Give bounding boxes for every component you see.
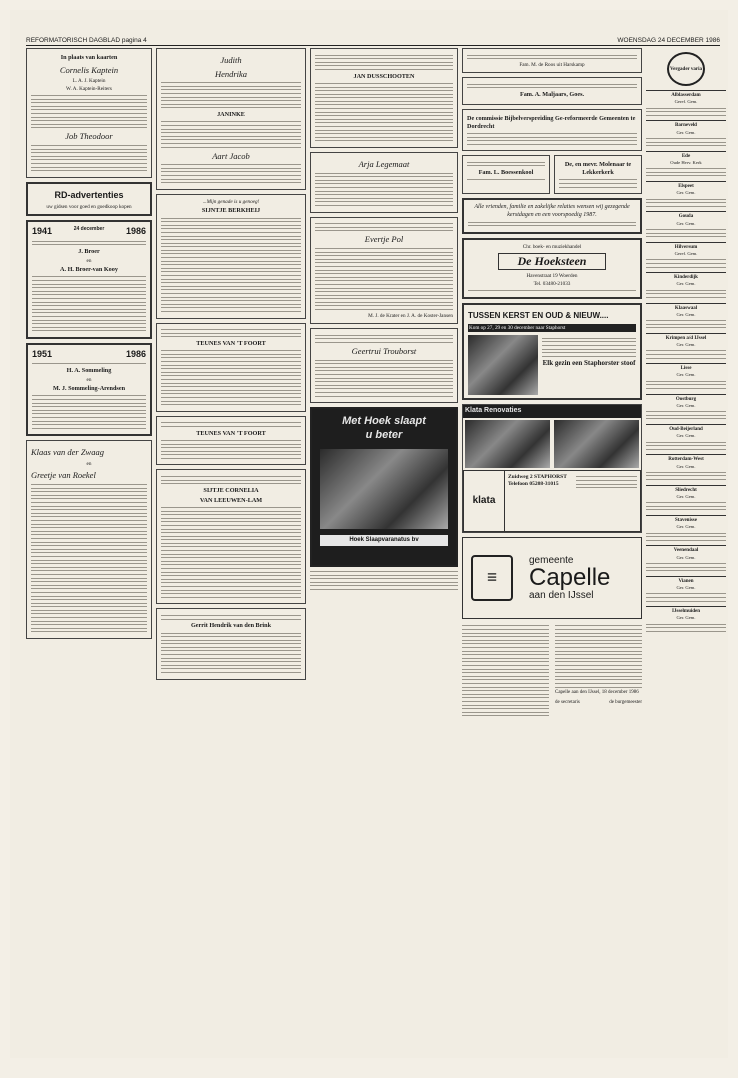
church-entry — [646, 272, 726, 302]
text-block — [646, 502, 726, 510]
hoek-ad-image — [312, 409, 456, 565]
capelle-name — [529, 555, 610, 601]
church-info: Ger. Gem. — [676, 585, 696, 590]
column-1 — [26, 48, 152, 1046]
text-block — [467, 179, 545, 180]
church-entry — [646, 545, 726, 575]
church-entry — [646, 454, 726, 484]
church-name: Alblasserdam — [671, 93, 701, 98]
text-block — [467, 84, 637, 89]
hoek-company: Hoek Slaapvaranatus bv — [320, 535, 448, 547]
text-block — [32, 363, 146, 364]
klata-title: Klata Renovaties — [463, 405, 641, 418]
shop-name: De Hoeksteen — [498, 253, 606, 270]
church-info: Oude Herv. Kerk — [670, 159, 702, 165]
notice-date: Capelle aan den IJssel, 18 december 1986 — [555, 690, 639, 696]
hoek-slaapt-ad — [310, 407, 458, 567]
text-block — [315, 83, 453, 142]
deceased-name: VAN LEEUWEN-LAM — [199, 496, 263, 504]
capelle-notice — [462, 623, 642, 719]
spouse-name: H. A. Sommeling — [66, 366, 112, 374]
child-name: JANINKE — [217, 111, 245, 118]
conjunction: en — [86, 257, 92, 264]
text-block — [576, 476, 638, 488]
church-entry — [646, 151, 726, 181]
child-name: Cornelis Kaptein — [59, 64, 119, 75]
stoof-slogan: Elk gezin een Staphorster stoof — [542, 359, 636, 368]
obituary-trouborst — [310, 328, 458, 403]
text-block — [468, 290, 636, 291]
church-name: Rotterdam-West — [668, 457, 704, 463]
text-block — [315, 335, 453, 343]
church-info: Ger. Gem. — [676, 433, 696, 439]
family-announcement-kaptein — [26, 48, 152, 178]
commissie-bijbelverspreiding — [462, 109, 642, 151]
church-entry — [646, 424, 726, 454]
church-name: Krimpen a/d IJssel — [665, 335, 707, 341]
anniversary-years — [32, 349, 146, 360]
klata-address — [505, 471, 573, 531]
church-entry — [646, 515, 726, 545]
church-info: Ger. Gem. — [676, 311, 696, 317]
church-name: Klaaswaal — [674, 305, 698, 311]
ad-heading: In plaats van kaarten — [60, 54, 118, 61]
text-block — [467, 162, 545, 167]
greeting-molenaar — [554, 155, 642, 194]
text-block — [310, 571, 458, 590]
capelle-logo-icon: ≡ — [471, 555, 513, 601]
child-name: Job Theodoor — [65, 131, 113, 142]
church-entry — [646, 485, 726, 515]
shop-type: Chr. boek- en muziekhandel — [522, 243, 582, 250]
ad-subtitle: Kom op 27, 29 en 30 december naar Staphorst — [468, 324, 636, 333]
staphorst-stoof-ad — [462, 303, 642, 401]
text-block — [468, 222, 636, 227]
text-block — [467, 55, 637, 60]
church-info: Ger. Gem. — [676, 402, 696, 408]
church-name: Kinderdijk — [674, 275, 698, 281]
obituary-van-leeuwen — [156, 469, 306, 604]
birth-announcement — [156, 48, 306, 190]
stoof-photo — [468, 335, 538, 395]
church-entry — [646, 181, 726, 211]
text-block — [315, 173, 453, 206]
stoof-content — [468, 335, 636, 395]
church-name: Ede — [681, 153, 691, 159]
shop-phone: Tel. 03480-21033 — [533, 280, 571, 287]
parent-name: L. A. J. Kaptein — [72, 78, 106, 85]
shop-address: Havenstraat 19 Woerden — [526, 273, 578, 280]
newspaper-page — [10, 10, 728, 1058]
klata-notes — [573, 471, 641, 531]
text-block — [161, 164, 301, 183]
church-entry — [646, 242, 726, 272]
text-block — [646, 138, 726, 146]
text-block — [161, 82, 301, 108]
year-right: 1986 — [125, 226, 146, 237]
hoek-slogan: Met Hoek slaapt — [342, 415, 426, 428]
capelle-title: Capelle — [529, 563, 611, 591]
text-block — [315, 55, 453, 70]
klata-logo: klata — [464, 471, 505, 531]
after-photo — [554, 420, 639, 468]
greeting-de-roos — [462, 48, 642, 73]
column-4 — [462, 48, 642, 1046]
deceased-name: SIJNTJE BERKHEIJ — [201, 207, 261, 215]
church-entry — [646, 363, 726, 393]
text-block — [315, 360, 453, 397]
text-block — [555, 625, 642, 687]
capelle-gemeente: gemeente — [529, 554, 574, 566]
text-block — [646, 624, 726, 632]
column-3 — [310, 48, 458, 1046]
year-right: 1986 — [125, 348, 146, 359]
promo-title: RD-advertenties — [54, 189, 124, 200]
ad-heading: De commissie Bijbelverspreiding Ge-reformeerde Gemeenten te Dordrecht — [467, 114, 636, 130]
obituary-berkheij — [156, 194, 306, 319]
church-entry — [646, 303, 726, 333]
signature: Fam. A. Maljaars, Goes. — [519, 91, 585, 99]
text-block — [646, 108, 726, 116]
church-info: Ger. Gem. — [676, 342, 696, 348]
signature: Fam. L. Boessenkool — [478, 169, 534, 177]
klata-photos — [463, 418, 641, 470]
deceased-name: SIJTJE CORNELIA — [203, 486, 259, 494]
church-info: Ger. Gem. — [676, 190, 696, 196]
text-block — [161, 329, 301, 337]
secretary-label: de secretaris — [555, 699, 580, 705]
text-block — [31, 95, 147, 128]
church-info: Ger. Gem. — [676, 281, 696, 287]
text-block — [542, 338, 636, 357]
deceased-name: Evertje Pol — [364, 234, 404, 245]
bride-name: Greetje van Roekel — [31, 470, 96, 481]
quote: ...Mijn genade is u genoeg! — [202, 198, 260, 205]
text-block — [161, 121, 301, 147]
anniversary-sommeling — [26, 343, 152, 436]
church-info: Ger. Gem. — [676, 220, 696, 226]
masthead-right: WOENSDAG 24 DECEMBER 1986 — [617, 37, 720, 44]
church-info: Ger. Gem. — [676, 463, 696, 469]
church-info: Ger. Gem. — [676, 524, 696, 530]
church-info: Ger. Gem. — [676, 615, 696, 621]
text-block — [646, 229, 726, 237]
text-block — [161, 350, 301, 405]
parent-name: W. A. Kaptein-Reiters — [66, 85, 112, 92]
promo-subtitle: uw gidsen voor goed en goedkoop kopen — [46, 203, 132, 210]
church-info: Ger. Gem. — [676, 493, 696, 499]
spouse-name: M. J. Sommeling-Arendsen — [52, 385, 126, 393]
text-block — [161, 476, 301, 484]
text-block — [646, 290, 726, 298]
ad-title: TUSSEN KERST EN OUD & NIEUW.... — [468, 310, 609, 320]
notice-left — [462, 623, 549, 719]
obituary-legemaat — [310, 152, 458, 213]
text-block — [161, 633, 301, 674]
deceased-name: TEUNES VAN 'T FOORT — [196, 339, 266, 347]
mayor-label: de burgemeester — [609, 699, 642, 705]
text-block — [161, 218, 301, 312]
deceased-name: Gerrit Hendrik van den Brink — [190, 622, 272, 630]
text-block — [646, 533, 726, 541]
signature: M. J. de Krater en J. A. de Koster-Jansen — [368, 312, 453, 319]
obituary-vant-foort-2 — [156, 416, 306, 466]
year-left: 1951 — [32, 348, 53, 359]
church-entry — [646, 606, 726, 636]
signature: De, en mevr. Molenaar te Lekkerkerk — [564, 161, 632, 177]
church-name: Lisse — [680, 366, 692, 372]
vergader-varia-header — [646, 48, 726, 90]
text-block — [315, 223, 453, 231]
text-block — [646, 381, 726, 389]
church-entry — [646, 576, 726, 606]
text-block — [32, 395, 146, 428]
vergader-varia-logo-icon — [667, 52, 705, 86]
church-entry — [646, 211, 726, 241]
row-greetings — [462, 155, 642, 198]
obituary-dusschooten — [310, 48, 458, 148]
bed-photo — [320, 449, 448, 529]
church-name: Oud-Beijerland — [669, 426, 703, 432]
text-block — [646, 472, 726, 480]
conjunction: en — [86, 376, 92, 383]
text-block — [161, 615, 301, 620]
church-service-list — [646, 90, 726, 636]
greeting-maljaars — [462, 77, 642, 105]
text-block — [646, 320, 726, 328]
conjunction: en — [86, 460, 92, 467]
text-block — [646, 563, 726, 571]
text-block — [161, 507, 301, 598]
row-maljaars — [462, 77, 642, 109]
text-block — [462, 625, 549, 716]
church-entry — [646, 394, 726, 424]
church-name: Stavenisse — [675, 518, 697, 524]
text-block — [646, 168, 726, 176]
greeting-text: Alle vrienden, familie en zakelijke relaties wensen wij gezegende kerstdagen en een voorspoedig 1987. — [474, 204, 630, 218]
text-block — [646, 411, 726, 419]
church-name: Oostburg — [675, 396, 697, 402]
church-entry — [646, 90, 726, 120]
klata-street: Zuidweg 2 STAPHORST — [508, 473, 567, 480]
text-block — [646, 442, 726, 450]
text-block — [31, 145, 147, 171]
column-2 — [156, 48, 306, 1046]
klata-contact — [463, 470, 641, 532]
text-block — [467, 133, 637, 145]
text-block — [646, 259, 726, 267]
spouse-name: A. H. Broer-van Kooy — [60, 266, 118, 274]
masthead — [26, 34, 720, 46]
column-5 — [646, 48, 726, 1046]
text-block — [646, 350, 726, 358]
child-name: Hendrika — [214, 68, 248, 79]
text-block — [161, 440, 301, 459]
signature: Fam. M. de Roos uit Harskamp — [519, 61, 585, 68]
church-name: IJsselmuiden — [671, 609, 701, 615]
church-name: Elspeet — [678, 184, 694, 190]
klata-phone: Telefoon 05208-31015 — [508, 480, 559, 487]
church-name: Hilversum — [674, 244, 698, 250]
klata-renovaties-ad — [462, 404, 642, 533]
de-hoeksteen-ad — [462, 238, 642, 299]
church-entry — [646, 333, 726, 363]
wedding-announcement — [26, 440, 152, 639]
text-block — [646, 593, 726, 601]
church-info: Geref. Gem. — [674, 251, 698, 257]
church-info: Ger. Gem. — [676, 554, 696, 560]
church-name: Gouda — [678, 214, 694, 220]
child-name: Aart Jacob — [212, 150, 250, 161]
masthead-left: REFORMATORISCH DAGBLAD pagina 4 — [26, 37, 147, 44]
church-name: Barneveld — [675, 123, 697, 129]
stoof-text — [542, 335, 636, 395]
hoek-slogan: u beter — [365, 428, 403, 441]
church-name: Veenendaal — [673, 548, 699, 554]
text-block — [315, 248, 453, 310]
capelle-subtitle: aan den IJssel — [529, 589, 594, 601]
logo-text: Vergader varia — [669, 66, 703, 72]
text-block — [559, 179, 637, 187]
obituary-pol — [310, 217, 458, 325]
before-photo — [465, 420, 550, 468]
text-block — [32, 276, 146, 331]
deceased-name: Geertrui Trouborst — [351, 345, 417, 356]
notice-signatures — [555, 700, 642, 705]
text-block — [31, 484, 147, 632]
obituary-vant-foort — [156, 323, 306, 412]
anniversary-broer — [26, 220, 152, 339]
spouse-name: J. Broer — [78, 247, 100, 255]
gemeente-capelle-ad — [462, 537, 642, 619]
deceased-name: TEUNES VAN 'T FOORT — [196, 429, 266, 437]
greeting-relations — [462, 198, 642, 234]
greeting-boessenkool — [462, 155, 550, 194]
church-entry — [646, 120, 726, 150]
child-name: Judith — [220, 55, 242, 65]
text-block — [32, 241, 146, 246]
church-info: Geref. Gem. — [674, 99, 698, 105]
church-info: Ger. Gem. — [676, 129, 696, 135]
church-name: Vianen — [678, 578, 694, 584]
text-block — [646, 199, 726, 207]
year-left: 1941 — [32, 226, 53, 237]
groom-name: Klaas van der Zwaag — [31, 447, 104, 458]
anniversary-date: 24 december — [73, 226, 105, 233]
deceased-name: JAN DUSSCHOOTEN — [353, 72, 415, 80]
deceased-name: Arja Legemaat — [358, 159, 410, 169]
rd-advertenties-promo — [26, 182, 152, 217]
notice-right — [555, 623, 642, 719]
church-info: Ger. Gem. — [676, 372, 696, 378]
anniversary-years — [32, 226, 146, 237]
church-name: Sliedrecht — [675, 487, 697, 493]
text-block — [161, 422, 301, 427]
obituary-van-den-brink — [156, 608, 306, 679]
